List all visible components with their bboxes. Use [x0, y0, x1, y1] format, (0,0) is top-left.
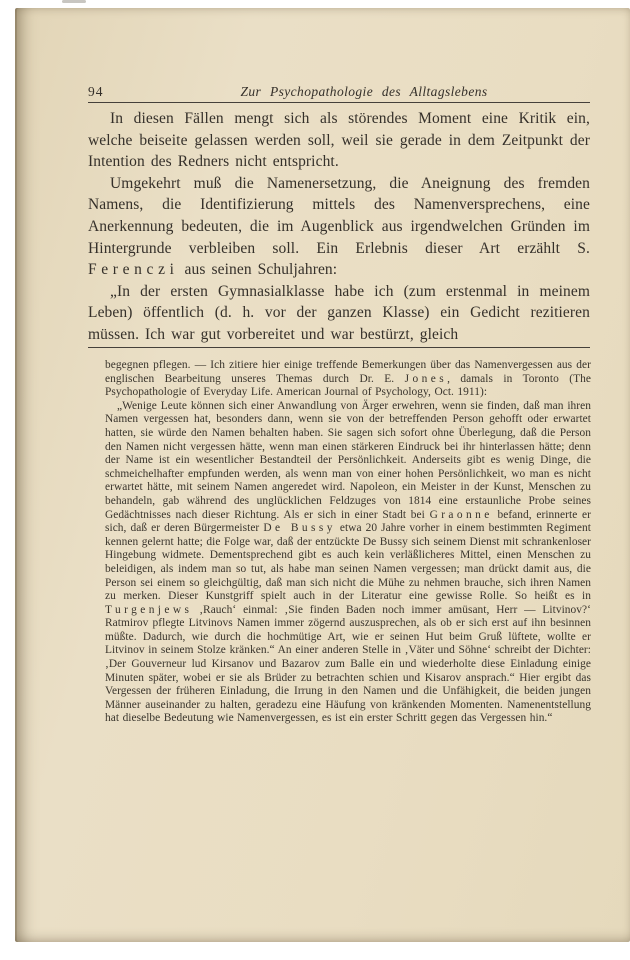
- paragraph: [88, 108, 590, 173]
- letterspaced-name: Ferenczi: [88, 261, 179, 279]
- text-segment: Umgekehrt muß die Namenersetzung, die Aneignung des fremden Namens, die Identifizierung mittels des Namenversprechens, eine Anerkennung bedeuten, die im Augenblick aus irgendwelchen Gründen im Hintergrunde verbleiben soll. Ein Erlebnis dieser Art erzählt S.: [88, 174, 590, 257]
- letterspaced-name: Graonne: [429, 508, 493, 521]
- paragraph: [88, 173, 590, 281]
- text-segment: „Wenige Leute können sich einer Anwandlung von Ärger erwehren, wenn sie finden, daß man ihren Namen vergessen hat, besonders dann, wenn sie von der betreffenden Person gehofft oder erwartet hatten, sie würde den Namen behalten haben. Sie sagen sich sofort ohne Überlegung, daß die Person den Namen nicht vergessen hätte, wenn man einen stärkeren Eindruck bei ihr hinterlassen hätte; denn der Name ist ein wesentlicher Bestandteil der Persönlichkeit. Anderseits gibt es wenig Dinge, die schmeichelhafter empfunden werden, als wenn man von einer hohen Persönlichkeit, wo man es nicht erwartet hätte, mit seinem Namen angeredet wird. Napoleon, ein Meister in der Kunst, Menschen zu behandeln, gab während des unglücklichen Feldzuges von 1814 eine erstaunliche Probe seines Gedächtnisses nach dieser Richtung. Als er sich in einer Stadt bei: [105, 399, 591, 521]
- scan-artifact: [62, 0, 86, 3]
- running-title: Zur Psychopathologie des Alltagslebens: [240, 84, 488, 99]
- page-number: 94: [88, 84, 104, 99]
- book-page-scan: [15, 8, 630, 942]
- letterspaced-name: De Bussy: [263, 522, 336, 535]
- paragraph: [105, 359, 591, 400]
- text-segment: etwa 20 Jahre vorher in einem bestimmten Regiment kennen gelernt hatte; die Folge war, daß der entzückte De Bussy sich seinem Dienst mit schrankenloser Hingebung widmete. Dementsprechend gibt es auch kein verläßlicheres Mittel, einen Menschen zu beleidigen, als indem man so tut, als habe man seinen Namen vergessen; man drückt damit aus, die Person sei einem so gleichgültig, daß man sich nicht die Mühe zu nehmen brauche, sich ihren Namen zu merken. Dieser Kunstgriff spielt auch in der Literatur eine gewisse Rolle. So heißt es in: [105, 522, 591, 603]
- letterspaced-name: Jones: [404, 372, 448, 385]
- text-segment: ‚Rauch‘ einmal: ‚Sie finden Baden noch immer amüsant, Herr — Litvinov?‘ Ratmirov pflegte Litvinovs Namen immer zögernd auszusprechen, als ob er sich erst auf ihn besinnen müßte. Dadurch, wie durch die hochmütige Art, wie er seinen Hut beim Gruß lüftete, wollte er Litvinov in seinem Stolze kränken.“ An einer anderen Stelle in ‚Väter und Söhne‘ schreibt der Dichter: ‚Der Gouverneur lud Kirsanov und Bazarov zum Balle ein und wiederholte diese Einladung einige Minuten später, wobei er sie als Brüder zu betrachten schien und Kisarov ansprach.“ Hier ergibt das Vergessen der früheren Einladung, die Irrung in den Namen und die Unfähigkeit, die beiden jungen Männer auseinander zu halten, geradezu eine Häufung von kränkenden Momenten. Namenentstellung hat dieselbe Bedeutung wie Namenvergessen, es ist ein erster Schritt gegen das Vergessen hin.“: [105, 603, 591, 725]
- letterspaced-name: Turgenjews: [105, 603, 193, 616]
- page-header: [88, 82, 590, 103]
- text-segment: „In der ersten Gymnasialklasse habe ich (zum erstenmal in meinem Leben) öffentlich (d. h. vor der ganzen Klasse) ein Gedicht rezitieren müssen. Ich war gut vorbereitet und war bestürzt, gleich: [88, 282, 590, 343]
- text-segment: befand, erinnerte er sich, daß er deren Bürgermeister: [105, 508, 591, 535]
- footnote-separator-rule: [88, 347, 590, 348]
- text-segment: aus seinen Schuljahren:: [178, 261, 338, 279]
- body-text: [88, 108, 590, 346]
- text-segment: In diesen Fällen mengt sich als störendes Moment eine Kritik ein, welche beiseite gelassen werden soll, weil sie gerade in dem Zeitpunkt der Intention des Redners nicht entspricht.: [88, 110, 590, 171]
- text-segment: begegnen pflegen. — Ich zitiere hier einige treffende Bemerkungen über das Namenvergessen aus der englischen Bearbeitung unseres Themas durch Dr. E.: [105, 359, 591, 385]
- text-segment: , damals in Toronto (The Psychopathologie of Everyday Life. American Journal of Psychology, Oct. 1911):: [105, 372, 591, 399]
- paragraph: [105, 400, 591, 726]
- paragraph: [88, 281, 590, 346]
- footnote-text: [105, 359, 591, 726]
